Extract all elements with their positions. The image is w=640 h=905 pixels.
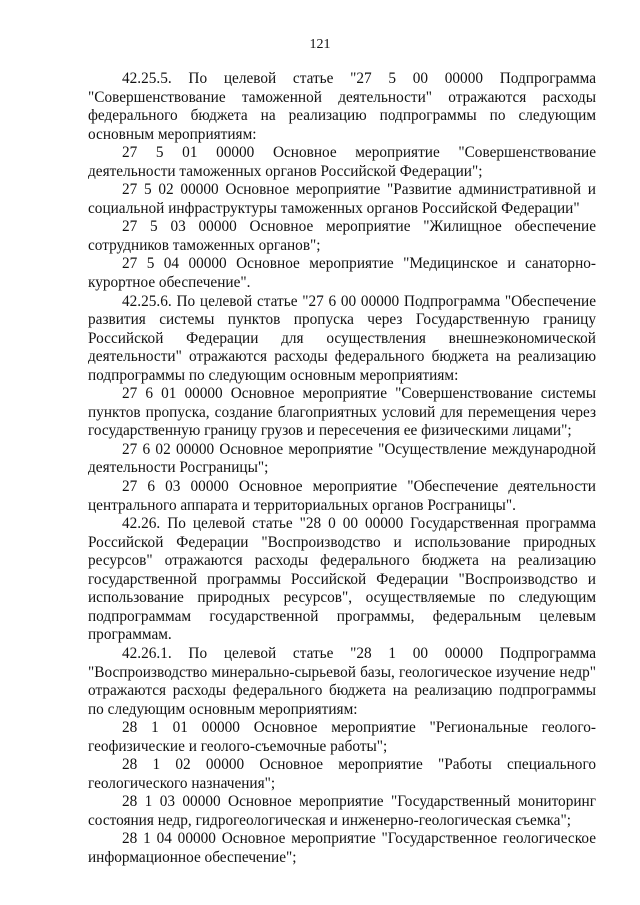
paragraph: 27 6 02 00000 Основное мероприятие "Осуществление международной деятельности Росграницы";	[88, 440, 596, 477]
document-body	[88, 70, 596, 868]
paragraph: 42.25.5. По целевой статье "27 5 00 00000 Подпрограмма "Совершенствование таможенной деятельности" отражаются расходы федерального бюджета на реализацию подпрограммы по следующим основным мероприятиям:	[88, 70, 596, 143]
paragraph: 42.25.6. По целевой статье "27 6 00 00000 Подпрограмма "Обеспечение развития системы пунктов пропуска через Государственную границу Российской Федерации для осуществления внешнеэкономической деятельности" отражаются расходы федерального бюджета на реализацию подпрограммы по следующим основным мероприятиям:	[88, 292, 596, 384]
paragraph: 42.26.1. По целевой статье "28 1 00 00000 Подпрограмма "Воспроизводство минерально-сырьевой базы, геологическое изучение недр" отражаются расходы федерального бюджета на реализацию подпрограммы по следующим основным мероприятиям:	[88, 644, 596, 718]
paragraph: 42.26. По целевой статье "28 0 00 00000 Государственная программа Российской Федерации "Воспроизводство и использование природных ресурсов" отражаются расходы федерального бюджета на реализацию государственной программы Российской Федерации "Воспроизводство и использование природных ресурсов", осуществляемые по следующим подпрограммам государственной программы, федеральным целевым программам.	[88, 515, 596, 644]
paragraph: 28 1 04 00000 Основное мероприятие "Государственное геологическое информационное обеспечение";	[88, 830, 596, 866]
paragraph: 27 6 01 00000 Основное мероприятие "Совершенствование системы пунктов пропуска, создание благоприятных условий для перемещения через государственную границу грузов и пересечения ее физическими лицами";	[88, 385, 596, 440]
paragraph: 28 1 02 00000 Основное мероприятие "Работы специального геологического назначения";	[88, 756, 596, 792]
paragraph: 28 1 01 00000 Основное мероприятие "Региональные геолого-геофизические и геолого-съемочные работы";	[88, 719, 596, 755]
paragraph: 28 1 03 00000 Основное мероприятие "Государственный мониторинг состояния недр, гидрогеологическая и инженерно-геологическая съемка";	[88, 793, 596, 829]
paragraph: 27 5 04 00000 Основное мероприятие "Медицинское и санаторно-курортное обеспечение".	[88, 255, 596, 292]
page-number: 121	[309, 37, 331, 52]
paragraph: 27 5 02 00000 Основное мероприятие "Развитие административной и социальной инфраструктуры таможенных органов Российской Федерации"	[88, 181, 596, 217]
paragraph: 27 6 03 00000 Основное мероприятие "Обеспечение деятельности центрального аппарата и территориальных органов Росграницы".	[88, 478, 596, 514]
paragraph: 27 5 01 00000 Основное мероприятие "Совершенствование деятельности таможенных органов Российской Федерации";	[88, 144, 596, 180]
paragraph: 27 5 03 00000 Основное мероприятие "Жилищное обеспечение сотрудников таможенных органов";	[88, 218, 596, 254]
